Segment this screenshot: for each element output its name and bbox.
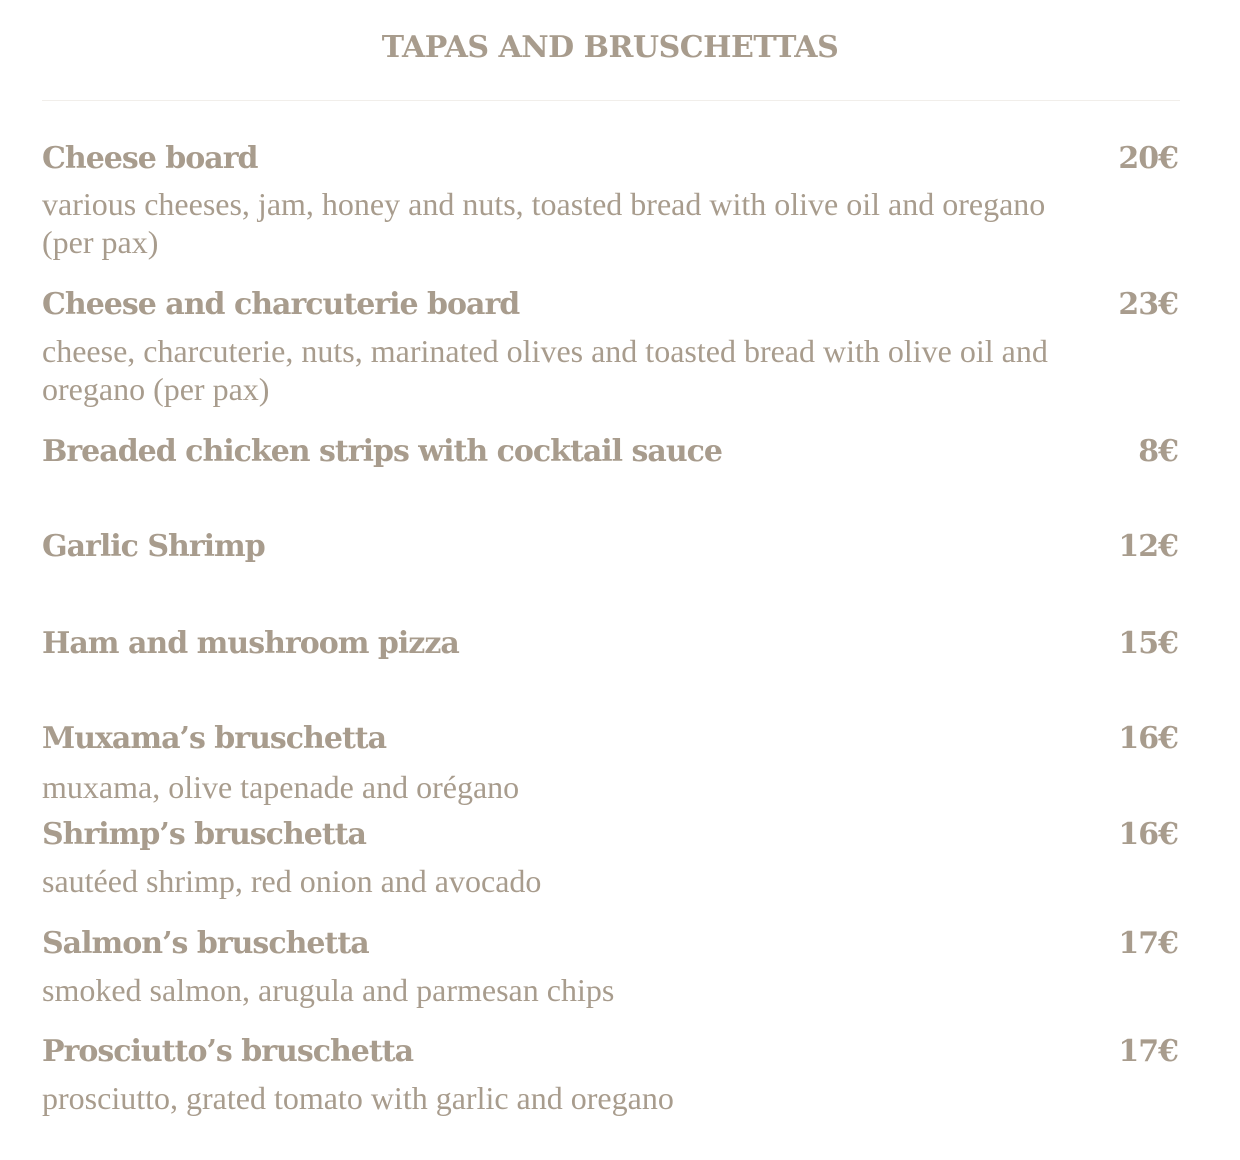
- item-price: 16€: [1118, 817, 1178, 852]
- item-description: smoked salmon, arugula and parmesan chips: [42, 972, 615, 1008]
- item-price: 17€: [1118, 926, 1178, 961]
- item-price: 17€: [1118, 1034, 1178, 1069]
- item-description: prosciutto, grated tomato with garlic and oregano: [42, 1080, 674, 1116]
- menu-title: TAPAS AND BRUSCHETTAS: [381, 30, 839, 65]
- item-price: 8€: [1138, 434, 1178, 469]
- item-description: cheese, charcuterie, nuts, marinated olives and toasted bread with olive oil and oregano (per pax): [42, 333, 1048, 407]
- item-name: Breaded chicken strips with cocktail sauce: [42, 434, 722, 469]
- item-name: Cheese and charcuterie board: [42, 287, 520, 322]
- item-description: sautéed shrimp, red onion and avocado: [42, 863, 542, 899]
- item-name: Shrimp’s bruschetta: [42, 817, 366, 852]
- item-name: Cheese board: [42, 141, 258, 176]
- item-price: 16€: [1118, 721, 1178, 756]
- item-price: 23€: [1118, 287, 1178, 322]
- item-price: 15€: [1118, 626, 1178, 661]
- item-price: 20€: [1118, 141, 1178, 176]
- item-description: various cheeses, jam, honey and nuts, toasted bread with olive oil and oregano (per pax): [42, 186, 1046, 260]
- item-description: muxama, olive tapenade and orégano: [42, 769, 520, 805]
- item-name: Salmon’s bruschetta: [42, 926, 369, 961]
- item-name: Ham and mushroom pizza: [42, 626, 459, 661]
- item-price: 12€: [1118, 529, 1178, 564]
- title-divider: [42, 100, 1180, 101]
- item-name: Muxama’s bruschetta: [42, 721, 387, 756]
- item-name: Garlic Shrimp: [42, 529, 265, 564]
- item-name: Prosciutto’s bruschetta: [42, 1034, 414, 1069]
